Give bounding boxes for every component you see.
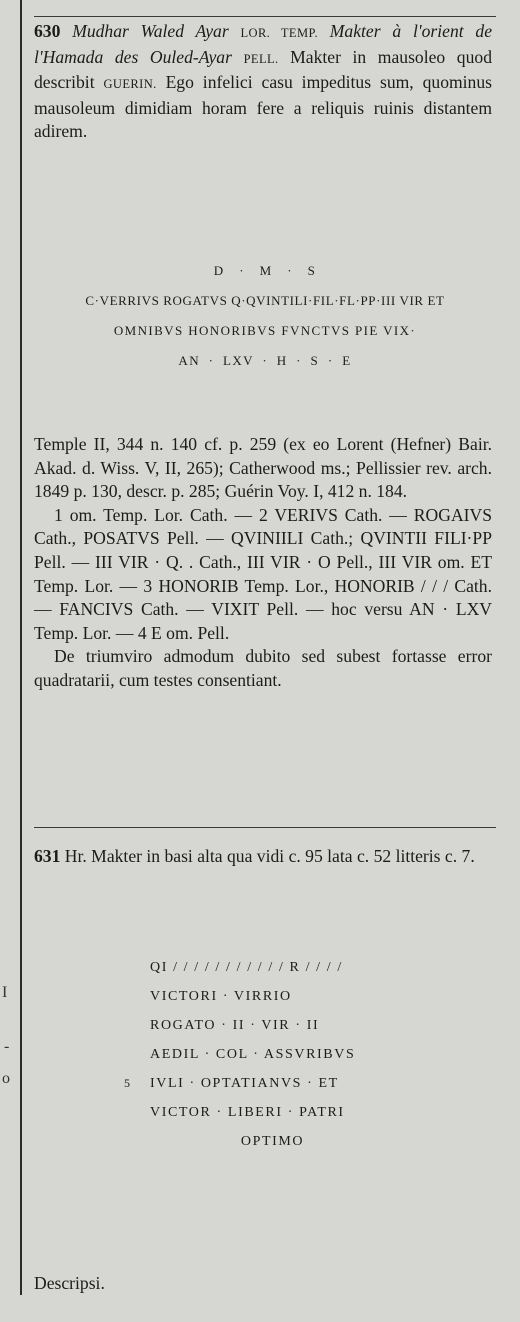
- margin-mark: -: [4, 1038, 10, 1055]
- source-abbrev: GUERIN.: [103, 77, 157, 92]
- top-rule: [34, 16, 496, 17]
- column-rule: [20, 0, 22, 1295]
- inscription-line: VICTORI · VIRRIO: [150, 989, 292, 1004]
- inscription-line: OPTIMO: [240, 1134, 305, 1149]
- inscription-line: ROGATO · II · VIR · II: [150, 1018, 320, 1033]
- inscription-630: [34, 256, 496, 376]
- bibliography: Temple II, 344 n. 140 cf. p. 259 (ex eo Lorent (Hefner) Bair. Akad. d. Wiss. V, II, 265); Catherwood ms.; Pellissier rev. arch. 1849 p. 130, descr. p. 285; Guérin Voy. I, 412 n. 184.: [34, 434, 492, 502]
- apparatus: 1 om. Temp. Lor. Cath. — 2 VERIVS Cath. — ROGAIVS Cath., POSATVS Pell. — QVINIILI Cath.; QVINTII FILI·PP Pell. — III VIR · Q. . Cath., III VIR · O Pell., III VIR om. ET Temp. Lor. — 3 HONORIB Temp. Lor., HONORIB / / / Cath. — FANCIVS Cath. — VIXIT Pell. — hoc versu AN · LXV Temp. Lor. — 4 E om. Pell.: [34, 504, 492, 643]
- inscription-line: AN · LXV · H · S · E: [178, 353, 352, 368]
- intro-rest: Ego infelici casu impeditus sum, quominus mausoleum dimidiam horam fere a reliquis ruinis distantem adirem.: [34, 72, 492, 142]
- remark: De triumviro admodum dubito sed subest fortasse error quadratarii, cum testes consentiant.: [34, 646, 492, 690]
- inscription-line: D · M · S: [213, 263, 317, 278]
- inscription-line: 5 IVLI · OPTATIANVS · ET: [150, 1069, 395, 1098]
- inscription-line: QI / / / / / / / / / / / R / / / /: [150, 960, 343, 975]
- entry-630-intro: [34, 20, 492, 144]
- findspot-description: Makter à l'orient de l'Hamada des Ouled-Ayar: [34, 21, 493, 67]
- inscription-line: VICTOR · LIBERI · PATRI: [150, 1105, 345, 1120]
- entry-number: 630: [34, 21, 61, 41]
- inscription-line: OMNIBVS HONORIBVS FVNCTVS PIE VIX·: [113, 323, 417, 338]
- source-abbrev: PELL.: [243, 51, 279, 66]
- line-number: 5: [124, 1076, 132, 1090]
- entry-separator: [34, 827, 496, 828]
- entry-631-intro: [34, 845, 492, 869]
- inscription-line: AEDIL · COL · ASSVRIBVS: [150, 1047, 356, 1062]
- inscription-631: [124, 953, 395, 1156]
- inscription-line: C·VERRIVS ROGATVS Q·QVINTILI·FIL·FL·PP·III VIR ET: [85, 293, 445, 308]
- margin-mark: I: [2, 984, 8, 1001]
- source-abbrev: LOR. TEMP.: [240, 26, 318, 40]
- entry-630-commentary: [34, 433, 492, 693]
- margin-mark: o: [2, 1070, 10, 1087]
- findspot-name: Mudhar Waled Ayar: [72, 21, 229, 41]
- intro-text: Makter in mausoleo quod describit: [34, 46, 492, 93]
- entry-number: 631: [34, 846, 61, 866]
- closing-note: Descripsi.: [34, 1273, 105, 1293]
- intro-text: Hr. Makter in basi alta qua vidi c. 95 lata c. 52 litteris c. 7.: [64, 846, 475, 866]
